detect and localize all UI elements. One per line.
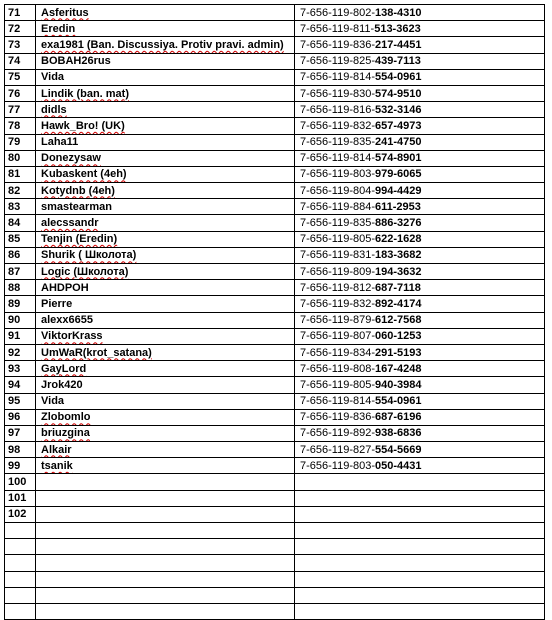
phone-suffix: 532-3146 — [375, 103, 422, 116]
nickname-text: Logic (Школота) — [41, 265, 129, 278]
row-number-cell: 88 — [5, 280, 36, 296]
phone-cell — [295, 85, 545, 101]
nickname-text: Eredin — [41, 22, 76, 35]
nickname-text: BOBAH26rus — [41, 55, 111, 68]
row-number-cell: 81 — [5, 166, 36, 182]
phone-cell — [295, 215, 545, 231]
table-row — [5, 377, 545, 393]
phone-cell — [295, 231, 545, 247]
contacts-table — [4, 4, 545, 620]
nickname-cell — [36, 474, 295, 490]
phone-prefix: 7-656-119-835- — [300, 217, 376, 230]
nickname-cell — [36, 506, 295, 522]
table-row — [5, 539, 545, 555]
phone-cell — [295, 442, 545, 458]
phone-prefix: 7-656-119-892- — [300, 427, 376, 440]
phone-suffix: 574-8901 — [375, 152, 422, 165]
phone-cell — [295, 506, 545, 522]
nickname-cell — [36, 425, 295, 441]
phone-prefix: 7-656-119-807- — [300, 330, 376, 343]
phone-suffix: 291-5193 — [375, 346, 422, 359]
nickname-cell — [36, 264, 295, 280]
row-number-cell: 100 — [5, 474, 36, 490]
phone-cell — [295, 166, 545, 182]
phone-prefix: 7-656-119-825- — [300, 55, 376, 68]
phone-prefix: 7-656-119-809- — [300, 265, 376, 278]
table-row — [5, 571, 545, 587]
phone-cell — [295, 361, 545, 377]
nickname-cell — [36, 21, 295, 37]
row-number-cell — [5, 523, 36, 539]
nickname-cell — [36, 328, 295, 344]
table-row — [5, 344, 545, 360]
table-row — [5, 21, 545, 37]
row-number-cell: 74 — [5, 53, 36, 69]
row-number-cell: 72 — [5, 21, 36, 37]
nickname-cell — [36, 377, 295, 393]
row-number-cell: 84 — [5, 215, 36, 231]
row-number-cell — [5, 571, 36, 587]
table-row — [5, 393, 545, 409]
nickname-text: Kotydnb (4eh) — [41, 184, 115, 197]
phone-cell — [295, 118, 545, 134]
table-row — [5, 37, 545, 53]
nickname-cell — [36, 409, 295, 425]
phone-prefix: 7-656-119-836- — [300, 411, 376, 424]
row-number-cell: 98 — [5, 442, 36, 458]
phone-prefix: 7-656-119-834- — [300, 346, 376, 359]
nickname-text: briuzgina — [41, 427, 90, 440]
nickname-text: exa1981 (Ban. Discussiya. Protiv pravi. admin) — [41, 38, 284, 51]
nickname-text: Asferitus — [41, 6, 89, 19]
phone-prefix: 7-656-119-804- — [300, 184, 376, 197]
nickname-cell — [36, 199, 295, 215]
phone-cell — [295, 409, 545, 425]
phone-cell — [295, 199, 545, 215]
table-row — [5, 53, 545, 69]
nickname-text: Lindik (ban. mat) — [41, 87, 129, 100]
nickname-cell — [36, 53, 295, 69]
table-row — [5, 296, 545, 312]
phone-cell — [295, 523, 545, 539]
nickname-cell — [36, 458, 295, 474]
phone-prefix: 7-656-119-814- — [300, 395, 376, 408]
phone-suffix: 138-4310 — [375, 6, 422, 19]
nickname-cell — [36, 166, 295, 182]
table-row — [5, 247, 545, 263]
row-number-cell: 82 — [5, 183, 36, 199]
phone-cell — [295, 150, 545, 166]
table-row — [5, 312, 545, 328]
phone-prefix: 7-656-119-803- — [300, 459, 376, 472]
row-number-cell: 71 — [5, 5, 36, 21]
phone-prefix: 7-656-119-831- — [300, 249, 376, 262]
nickname-text: alecssandr — [41, 217, 99, 230]
row-number-cell: 93 — [5, 361, 36, 377]
phone-suffix: 938-6836 — [375, 427, 422, 440]
phone-prefix: 7-656-119-805- — [300, 233, 376, 246]
phone-prefix: 7-656-119-827- — [300, 443, 376, 456]
phone-prefix: 7-656-119-802- — [300, 6, 376, 19]
phone-cell — [295, 571, 545, 587]
phone-cell — [295, 21, 545, 37]
row-number-cell — [5, 555, 36, 571]
table-row — [5, 506, 545, 522]
table-row — [5, 474, 545, 490]
nickname-text: Laha11 — [41, 136, 79, 149]
row-number-cell: 94 — [5, 377, 36, 393]
nickname-cell — [36, 134, 295, 150]
nickname-text: ViktorKrass — [41, 330, 103, 343]
nickname-text: tsanik — [41, 459, 73, 472]
nickname-text: smastearman — [41, 200, 112, 213]
row-number-cell: 92 — [5, 344, 36, 360]
nickname-text: Vida — [41, 395, 65, 408]
table-row — [5, 134, 545, 150]
table-row — [5, 183, 545, 199]
nickname-cell — [36, 102, 295, 118]
phone-cell — [295, 264, 545, 280]
nickname-cell — [36, 571, 295, 587]
phone-suffix: 554-0961 — [375, 395, 422, 408]
nickname-cell — [36, 247, 295, 263]
phone-prefix: 7-656-119-832- — [300, 119, 376, 132]
nickname-cell — [36, 344, 295, 360]
phone-prefix: 7-656-119-816- — [300, 103, 376, 116]
nickname-cell — [36, 231, 295, 247]
nickname-cell — [36, 183, 295, 199]
phone-prefix: 7-656-119-803- — [300, 168, 376, 181]
phone-cell — [295, 37, 545, 53]
phone-cell — [295, 183, 545, 199]
phone-suffix: 167-4248 — [375, 362, 422, 375]
nickname-cell — [36, 69, 295, 85]
row-number-cell: 86 — [5, 247, 36, 263]
phone-cell — [295, 458, 545, 474]
table-row — [5, 150, 545, 166]
phone-prefix: 7-656-119-814- — [300, 152, 376, 165]
row-number-cell: 90 — [5, 312, 36, 328]
row-number-cell: 97 — [5, 425, 36, 441]
phone-suffix: 574-9510 — [375, 87, 422, 100]
row-number-cell: 91 — [5, 328, 36, 344]
nickname-text: Zlobomlo — [41, 411, 91, 424]
row-number-cell — [5, 587, 36, 603]
nickname-text: Donezysaw — [41, 152, 101, 165]
phone-cell — [295, 377, 545, 393]
phone-suffix: 513-3623 — [374, 22, 421, 35]
table-row — [5, 280, 545, 296]
row-number-cell: 75 — [5, 69, 36, 85]
row-number-cell — [5, 539, 36, 555]
nickname-cell — [36, 361, 295, 377]
nickname-cell — [36, 555, 295, 571]
phone-suffix: 940-3984 — [375, 378, 422, 391]
row-number-cell: 79 — [5, 134, 36, 150]
nickname-cell — [36, 215, 295, 231]
phone-prefix: 7-656-119-879- — [300, 314, 376, 327]
phone-cell — [295, 69, 545, 85]
nickname-text: Hawk_Bro! (UK) — [41, 119, 125, 132]
row-number-cell: 99 — [5, 458, 36, 474]
table-row — [5, 231, 545, 247]
table-row — [5, 328, 545, 344]
table-row — [5, 409, 545, 425]
phone-cell — [295, 296, 545, 312]
phone-prefix: 7-656-119-830- — [300, 87, 376, 100]
phone-cell — [295, 344, 545, 360]
phone-cell — [295, 490, 545, 506]
nickname-text: alexx6655 — [41, 314, 93, 327]
nickname-cell — [36, 587, 295, 603]
phone-suffix: 979-6065 — [375, 168, 422, 181]
phone-prefix: 7-656-119-832- — [300, 297, 376, 310]
phone-cell — [295, 425, 545, 441]
row-number-cell: 96 — [5, 409, 36, 425]
nickname-text: Pierre — [41, 297, 73, 310]
phone-cell — [295, 474, 545, 490]
nickname-cell — [36, 118, 295, 134]
phone-cell — [295, 587, 545, 603]
row-number-cell: 89 — [5, 296, 36, 312]
table-row — [5, 442, 545, 458]
row-number-cell: 73 — [5, 37, 36, 53]
row-number-cell: 76 — [5, 85, 36, 101]
phone-prefix: 7-656-119-835- — [300, 136, 376, 149]
table-row — [5, 118, 545, 134]
table-row — [5, 587, 545, 603]
row-number-cell: 85 — [5, 231, 36, 247]
phone-cell — [295, 5, 545, 21]
row-number-cell: 101 — [5, 490, 36, 506]
phone-suffix: 554-5669 — [375, 443, 422, 456]
phone-suffix: 439-7113 — [375, 55, 421, 68]
row-number-cell: 102 — [5, 506, 36, 522]
nickname-cell — [36, 85, 295, 101]
nickname-cell — [36, 539, 295, 555]
row-number-cell: 95 — [5, 393, 36, 409]
table-row — [5, 85, 545, 101]
phone-suffix: 612-7568 — [375, 314, 422, 327]
nickname-cell — [36, 442, 295, 458]
table-row — [5, 490, 545, 506]
table-row — [5, 555, 545, 571]
row-number-cell: 83 — [5, 199, 36, 215]
phone-suffix: 611-2953 — [375, 200, 421, 213]
nickname-cell — [36, 37, 295, 53]
nickname-text: Alkair — [41, 443, 72, 456]
nickname-text: didls — [41, 103, 67, 116]
table-row — [5, 199, 545, 215]
phone-cell — [295, 247, 545, 263]
table-row — [5, 361, 545, 377]
nickname-cell — [36, 312, 295, 328]
nickname-text: Vida — [41, 71, 65, 84]
phone-suffix: 687-6196 — [375, 411, 422, 424]
phone-cell — [295, 53, 545, 69]
nickname-cell — [36, 296, 295, 312]
table-row — [5, 523, 545, 539]
nickname-cell — [36, 5, 295, 21]
phone-prefix: 7-656-119-884- — [300, 200, 376, 213]
phone-prefix: 7-656-119-812- — [300, 281, 376, 294]
nickname-cell — [36, 150, 295, 166]
phone-suffix: 622-1628 — [375, 233, 422, 246]
table-row — [5, 102, 545, 118]
phone-cell — [295, 312, 545, 328]
nickname-text: UmWaR(krot_satana) — [41, 346, 152, 359]
nickname-cell — [36, 490, 295, 506]
table-row — [5, 5, 545, 21]
document-sheet — [4, 4, 545, 620]
phone-suffix: 050-4431 — [375, 459, 422, 472]
phone-cell — [295, 134, 545, 150]
phone-suffix: 217-4451 — [375, 38, 422, 51]
phone-cell — [295, 102, 545, 118]
nickname-cell — [36, 280, 295, 296]
phone-prefix: 7-656-119-814- — [300, 71, 376, 84]
phone-suffix: 886-3276 — [375, 217, 422, 230]
phone-prefix: 7-656-119-836- — [300, 38, 376, 51]
nickname-text: GayLord — [41, 362, 87, 375]
row-number-cell: 87 — [5, 264, 36, 280]
phone-cell — [295, 280, 545, 296]
phone-cell — [295, 393, 545, 409]
phone-prefix: 7-656-119-805- — [300, 378, 376, 391]
table-row — [5, 264, 545, 280]
table-row — [5, 458, 545, 474]
phone-cell — [295, 539, 545, 555]
nickname-text: AHDPOH — [41, 281, 89, 294]
table-row — [5, 215, 545, 231]
row-number-cell: 80 — [5, 150, 36, 166]
nickname-text: Kubaskent (4eh) — [41, 168, 127, 181]
phone-suffix: 994-4429 — [375, 184, 422, 197]
phone-prefix: 7-656-119-808- — [300, 362, 376, 375]
phone-cell — [295, 328, 545, 344]
table-row — [5, 425, 545, 441]
nickname-cell — [36, 393, 295, 409]
table-body — [5, 5, 545, 620]
nickname-text: Tenjin (Eredin) — [41, 233, 118, 246]
phone-suffix: 892-4174 — [375, 297, 422, 310]
table-row — [5, 166, 545, 182]
nickname-text: Shurik ( Школота) — [41, 249, 137, 262]
phone-suffix: 554-0961 — [375, 71, 422, 84]
nickname-cell — [36, 523, 295, 539]
row-number-cell: 77 — [5, 102, 36, 118]
phone-suffix: 183-3682 — [375, 249, 422, 262]
nickname-text: Jrok420 — [41, 378, 83, 391]
phone-cell — [295, 555, 545, 571]
phone-suffix: 241-4750 — [375, 136, 422, 149]
phone-prefix: 7-656-119-811- — [300, 22, 375, 35]
row-number-cell: 78 — [5, 118, 36, 134]
table-row — [5, 69, 545, 85]
phone-suffix: 060-1253 — [375, 330, 422, 343]
phone-suffix: 657-4973 — [375, 119, 422, 132]
phone-suffix: 687-7118 — [375, 281, 421, 294]
phone-suffix: 194-3632 — [375, 265, 422, 278]
